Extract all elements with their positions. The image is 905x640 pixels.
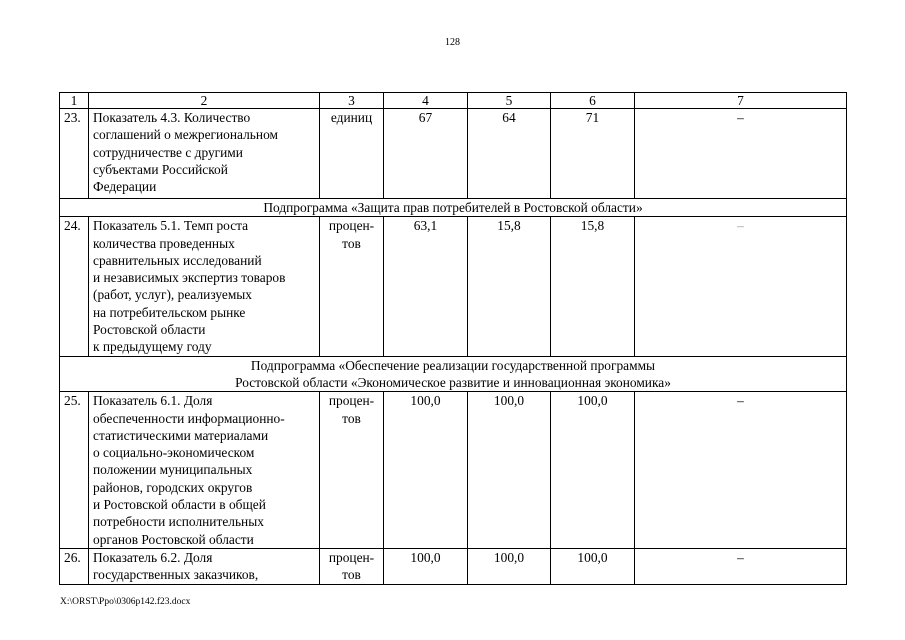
file-path-footer: X:\ORST\Ppo\0306p142.f23.docx xyxy=(60,597,191,607)
value-col4: 100,0 xyxy=(384,548,468,584)
col-header-3: 3 xyxy=(320,93,384,109)
col-header-7: 7 xyxy=(635,93,847,109)
table-row xyxy=(60,109,847,199)
value-col4: 67 xyxy=(384,109,468,199)
unit-cell: процен- тов xyxy=(320,548,384,584)
value-col5: 100,0 xyxy=(468,548,551,584)
value-col7: – xyxy=(635,217,847,356)
table-row xyxy=(60,548,847,584)
table-row xyxy=(60,217,847,356)
page-number: 128 xyxy=(445,37,460,48)
unit-cell: единиц xyxy=(320,109,384,199)
indicator-table xyxy=(59,92,847,585)
indicator-name: Показатель 4.3. Количество соглашений о межрегиональном сотрудничестве с другими субъектами Российской Федерации xyxy=(89,109,320,199)
value-col6: 15,8 xyxy=(551,217,635,356)
subprogram-row xyxy=(60,356,847,392)
value-col6: 100,0 xyxy=(551,548,635,584)
value-col4: 63,1 xyxy=(384,217,468,356)
indicator-name: Показатель 6.2. Доля государственных заказчиков, xyxy=(89,548,320,584)
table-row xyxy=(60,392,847,549)
indicator-name: Показатель 5.1. Темп роста количества проведенных сравнительных исследований и независимых экспертиз товаров (работ, услуг), реализуемых на потребительском рынке Ростовской области к предыдущему году xyxy=(89,217,320,356)
col-header-1: 1 xyxy=(60,93,89,109)
row-number: 24. xyxy=(60,217,89,356)
row-number: 26. xyxy=(60,548,89,584)
col-header-4: 4 xyxy=(384,93,468,109)
value-col7: – xyxy=(635,392,847,549)
value-col7: – xyxy=(635,109,847,199)
row-number: 25. xyxy=(60,392,89,549)
value-col7: – xyxy=(635,548,847,584)
header-row xyxy=(60,93,847,109)
unit-cell: процен- тов xyxy=(320,217,384,356)
row-number: 23. xyxy=(60,109,89,199)
col-header-5: 5 xyxy=(468,93,551,109)
subprogram-title: Подпрограмма «Защита прав потребителей в Ростовской области» xyxy=(60,199,847,217)
indicator-name: Показатель 6.1. Доля обеспеченности информационно- статистическими материалами о социально-экономическом положении муниципальных районов, городских округов и Ростовской области в общей потребности исполнительных органов Ростовской области xyxy=(89,392,320,549)
value-col5: 100,0 xyxy=(468,392,551,549)
value-col6: 100,0 xyxy=(551,392,635,549)
subprogram-title: Подпрограмма «Обеспечение реализации государственной программы Ростовской области «Экономическое развитие и инновационная экономика» xyxy=(60,356,847,392)
col-header-6: 6 xyxy=(551,93,635,109)
value-col5: 15,8 xyxy=(468,217,551,356)
subprogram-row xyxy=(60,199,847,217)
value-col4: 100,0 xyxy=(384,392,468,549)
unit-cell: процен- тов xyxy=(320,392,384,549)
value-col5: 64 xyxy=(468,109,551,199)
col-header-2: 2 xyxy=(89,93,320,109)
value-col6: 71 xyxy=(551,109,635,199)
